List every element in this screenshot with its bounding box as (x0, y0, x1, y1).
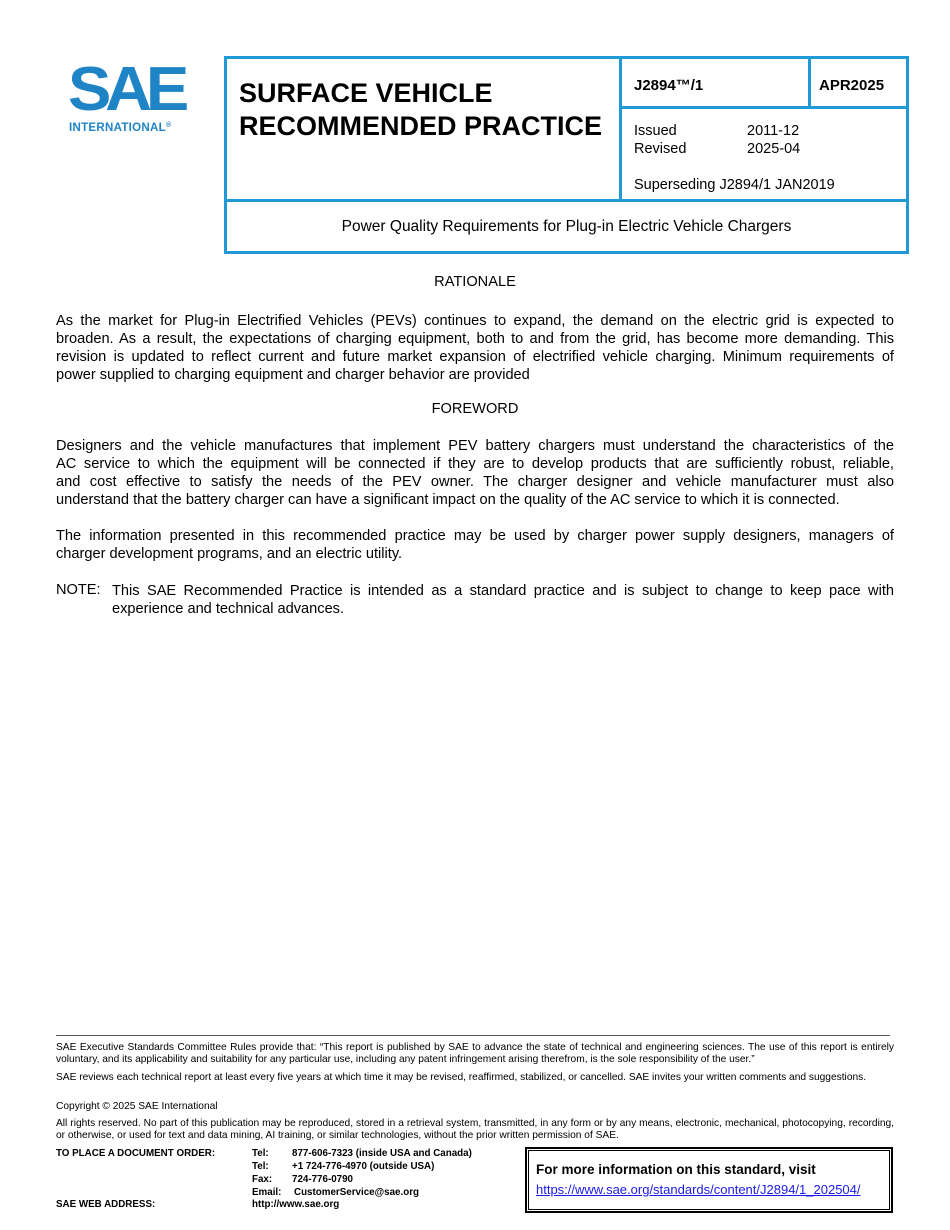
foreword-line: The information presented in this recommended practice may be used by charger power supply designers, managers of (56, 528, 894, 544)
standard-link[interactable]: https://www.sae.org/standards/content/J2894/1_202504/ (536, 1182, 861, 1197)
email-label: Email: (252, 1187, 282, 1198)
note-label: NOTE: (56, 582, 101, 598)
rationale-line: revision is updated to reflect current and future market expansion of electrified vehicle charging. Minimum requirements of (56, 349, 894, 365)
footer-review-text: SAE reviews each technical report at least every five years at which time it may be revised, reaffirmed, stabilized, or cancelled. SAE invites your written comments and suggestions. (56, 1072, 867, 1083)
footer-rules-text: SAE Executive Standards Committee Rules provide that: “This report is published by SAE to advance the state of technical and engineering sciences. The use of this report is entirely voluntary, and its applicability and suitability for any particular use, including any patent infringement arising therefrom, is the sole responsibility of the user.” (56, 1042, 894, 1065)
doc-number: J2894™/1 (634, 77, 704, 94)
more-info-text: For more information on this standard, visit (536, 1162, 816, 1177)
issued-label: Issued (634, 123, 677, 139)
revised-label: Revised (634, 141, 687, 157)
note-line: experience and technical advances. (112, 601, 345, 617)
foreword-heading: FOREWORD (431, 401, 519, 417)
foreword-line: Designers and the vehicle manufactures that implement PEV battery chargers must understand the characteristics of the (56, 438, 894, 454)
footer-rights-text: All rights reserved. No part of this publication may be reproduced, stored in a retrieval system, transmitted, in any form or by any means, electronic, mechanical, photocopying, recording, or otherwise, or used for text and data mining, AI training, or similar technologies, without the prior written permission of SAE. (56, 1118, 894, 1141)
footer-copyright: Copyright © 2025 SAE International (56, 1101, 218, 1112)
superseding: Superseding J2894/1 JAN2019 (634, 177, 835, 193)
doc-date: APR2025 (819, 77, 885, 94)
sae-logo (68, 55, 193, 140)
logo-letters: SAE (68, 55, 183, 124)
foreword-line: understand that the battery charger can have a significant impact on the quality of the AC service to which it is connected. (56, 492, 840, 508)
footer-divider (56, 1035, 890, 1036)
email: CustomerService@sae.org (294, 1187, 419, 1198)
rationale-line: broaden. As a result, the expectations of charging equipment, both to and from the grid, has become more demanding. This (56, 331, 894, 347)
foreword-line: and cost effective to satisfy the needs of the PEV owner. The charger designer and vehicle manufacturer must also (56, 474, 894, 490)
rationale-line: power supplied to charging equipment and charger behavior are provided (56, 367, 530, 383)
order-label: TO PLACE A DOCUMENT ORDER: (56, 1148, 216, 1159)
tel-label: Tel: (252, 1148, 269, 1159)
foreword-line: charger development programs, and an electric utility. (56, 546, 403, 562)
document-category-box (224, 56, 622, 202)
rationale-heading: RATIONALE (434, 274, 516, 290)
doc-date-box (808, 56, 909, 109)
doc-number-box (619, 56, 811, 109)
foreword-line: AC service to which the equipment will be connected if they are to develop products that are sufficiently robust, reliable, (56, 456, 894, 472)
logo-subtitle (69, 122, 171, 134)
note-text (112, 582, 894, 618)
tel-1: 877-606-7323 (inside USA and Canada) (292, 1148, 472, 1159)
document-subject-box (224, 199, 909, 254)
note-line: This SAE Recommended Practice is intended as a standard practice and is subject to change to keep pace with (112, 583, 894, 599)
issue-info-box (619, 106, 909, 202)
foreword-paragraph-2 (56, 527, 894, 563)
rationale-line: As the market for Plug-in Electrified Vehicles (PEVs) continues to expand, the demand on the electric grid is expected to (56, 313, 894, 329)
rationale-paragraph (56, 312, 894, 384)
more-info-box (526, 1148, 892, 1212)
issued-value: 2011-12 (747, 123, 800, 139)
fax-label: Fax: (252, 1174, 273, 1185)
category-line-2: RECOMMENDED PRACTICE (239, 111, 603, 141)
tel-2-label: Tel: (252, 1161, 269, 1172)
document-category (239, 77, 602, 143)
web-label: SAE WEB ADDRESS: (56, 1199, 156, 1210)
logo-reg: ® (165, 122, 172, 129)
document-subject: Power Quality Requirements for Plug-in Electric Vehicle Chargers (341, 218, 792, 235)
logo-sub-text: INTERNATIONAL (69, 122, 166, 134)
foreword-paragraph-1 (56, 437, 894, 509)
category-line-1: SURFACE VEHICLE (239, 78, 493, 108)
web-address: http://www.sae.org (252, 1199, 340, 1210)
fax: 724-776-0790 (292, 1174, 354, 1185)
tel-2: +1 724-776-4970 (outside USA) (292, 1161, 435, 1172)
revised-value: 2025-04 (747, 141, 801, 157)
